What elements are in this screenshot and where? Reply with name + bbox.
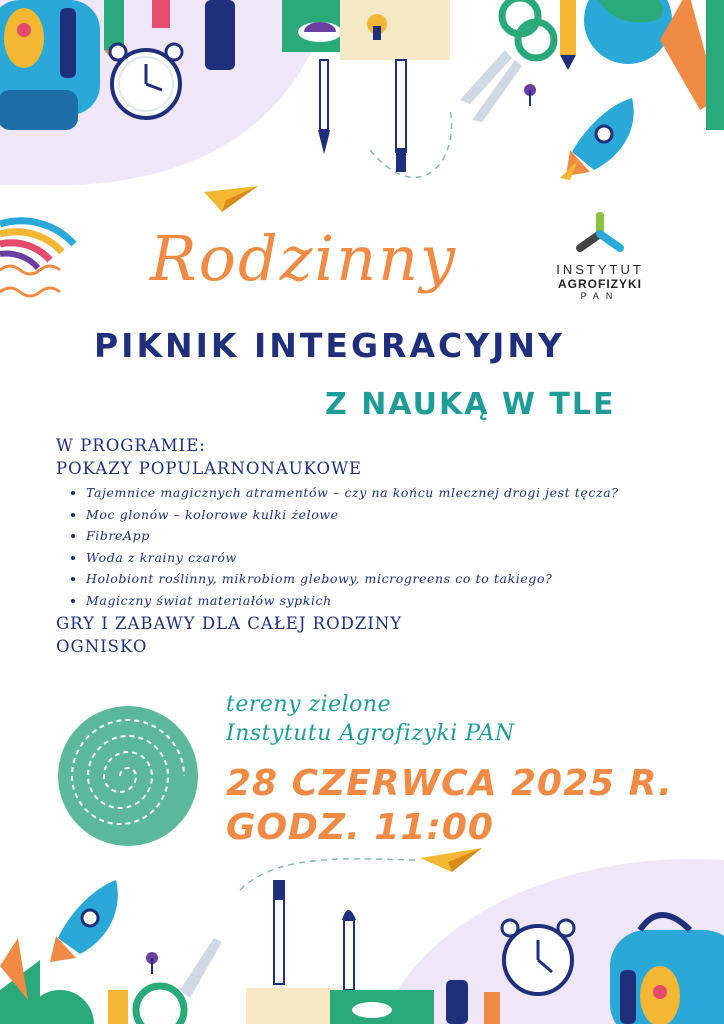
list-item: • Holobiont roślinny, mikrobiom glebowy, microgreens co to takiego? [86,568,696,590]
event-date [226,762,673,850]
subtitle: Z NAUKĄ W TLE [325,387,616,422]
dashed-path-bottom [240,859,420,890]
program-section-bonfire: OGNISKO [56,637,148,656]
waves-icon [0,266,60,296]
backpack-icon [0,0,100,130]
logo-text-line3: PAN [580,291,620,301]
logo-text-line1: INSTYTUT [556,262,644,277]
rainbow-icon [0,221,74,268]
alarm-clock-icon [110,44,182,118]
program-section-shows: POKAZY POPULARNONAUKOWE [56,459,363,478]
rocket-icon [560,98,634,180]
scissors-icon [460,0,554,122]
program-list [56,482,696,611]
list-item: • FibreApp [86,525,696,547]
location-line1: tereny zielone [226,692,392,717]
dashed-path-top [370,110,452,177]
list-item: • Woda z krainy czarów [86,547,696,569]
paintbrush-icon [318,60,406,172]
program-section [56,436,696,660]
title-script: Rodzinny [150,222,458,295]
logo-text-line2: AGROFIZYKI [558,277,642,291]
date-line: 28 CZERWCA 2025 R. [226,763,673,804]
alarm-clock-icon [502,920,574,994]
rocket-icon [50,880,118,962]
logo-mark-icon [570,208,630,256]
pushpin-icon [146,952,158,974]
time-line: GODZ. 11:00 [226,807,494,848]
globe-icon [560,0,724,130]
location [226,690,515,748]
pushpin-icon [524,84,536,106]
location-line2: Instytutu Agrofizyki PAN [226,721,515,746]
program-section-games: GRY I ZABAWY DLA CAŁEJ RODZINY [56,614,403,633]
list-item: • Moc glonów – kolorowe kulki żelowe [86,504,696,526]
institute-logo [540,208,660,301]
paper-plane-icon [204,186,258,212]
list-item: • Magiczny świat materiałów sypkich [86,590,696,612]
swirl-circle-icon [58,706,198,846]
paper-plane-icon [420,848,482,872]
list-item: • Tajemnice magicznych atramentów – czy na końcu mlecznej drogi jest tęcza? [86,482,696,504]
program-heading: W PROGRAMIE: [56,436,206,455]
title-main: PIKNIK INTEGRACYJNY [94,326,565,365]
